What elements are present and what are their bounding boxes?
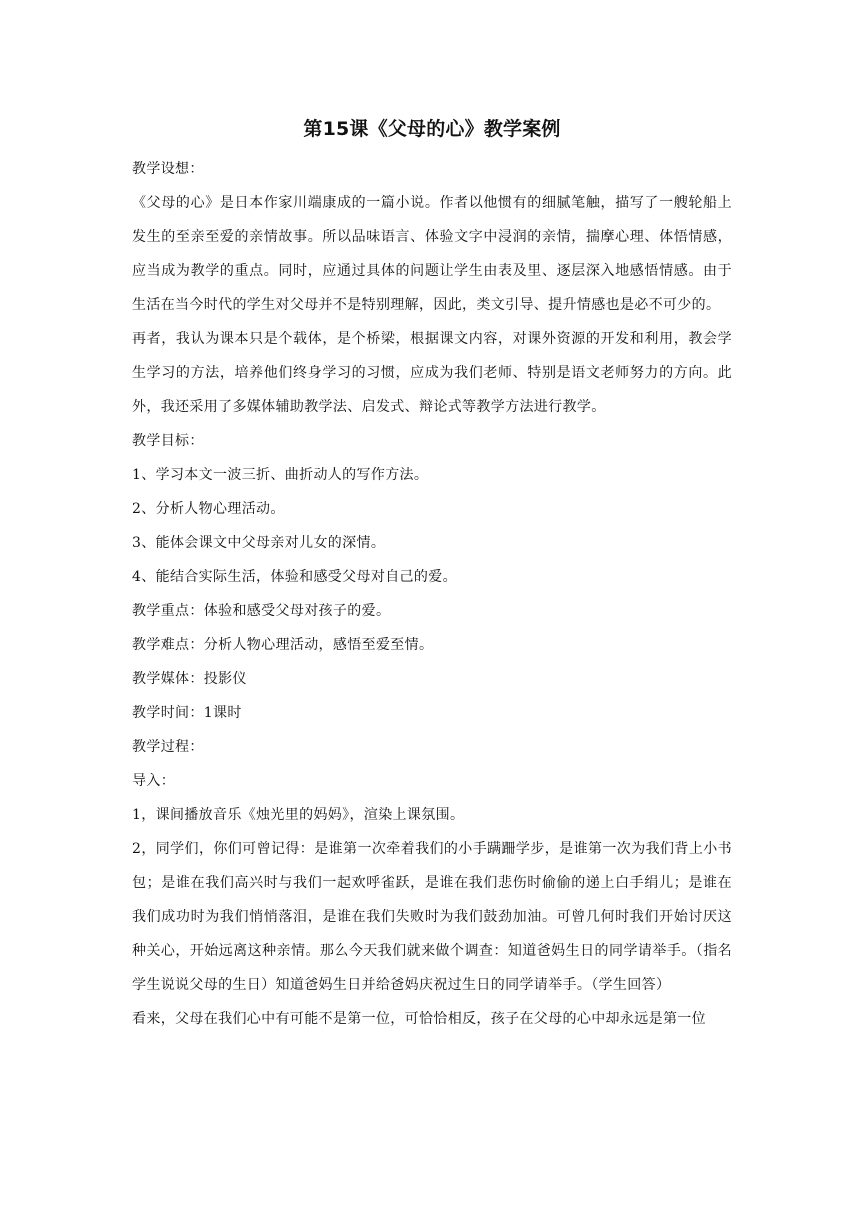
- process-step-1: 1，课间播放音乐《烛光里的妈妈》，渲染上课氛围。: [132, 807, 465, 823]
- document-body: [132, 152, 732, 1036]
- teaching-time: 教学时间：1课时: [132, 705, 242, 721]
- paragraph-conclusion: 看来，父母在我们心中有可能不是第一位，可恰恰相反，孩子在父母的心中却永远是第一位: [132, 1011, 706, 1027]
- teaching-difficulty: 教学难点：分析人物心理活动，感悟至爱至情。: [132, 637, 434, 653]
- teaching-media: 教学媒体：投影仪: [132, 671, 247, 687]
- subheading-introduction: 导入：: [132, 773, 176, 789]
- goal-item-1: 1、学习本文一波三折、曲折动人的写作方法。: [132, 467, 429, 483]
- process-step-2: 2，同学们，你们可曾记得：是谁第一次牵着我们的小手蹒跚学步，是谁第一次为我们背上小书包；是谁在我们高兴时与我们一起欢呼雀跃，是谁在我们悲伤时偷偷的递上白手绢儿；是谁在我们成功时为我们悄悄落泪，是谁在我们失败时为我们鼓劲加油。可曾几何时我们开始讨厌这种关心，开始远离这种亲情。那么今天我们就来做个调查：知道爸妈生日的同学请举手。（指名学生说说父母的生日）知道爸妈生日并给爸妈庆祝过生日的同学请举手。（学生回答）: [132, 841, 732, 993]
- section-heading-teaching-goals: 教学目标：: [132, 433, 204, 449]
- paragraph-intro: 《父母的心》是日本作家川端康成的一篇小说。作者以他惯有的细腻笔触，描写了一艘轮船上发生的至亲至爱的亲情故事。所以品味语言、体验文字中浸润的亲情，揣摩心理、体悟情感，应当成为教学的重点。同时，应通过具体的问题让学生由表及里、逐层深入地感悟情感。由于生活在当今时代的学生对父母并不是特别理解，因此，类文引导、提升情感也是必不可少的。: [132, 195, 732, 313]
- teaching-key-point: 教学重点：体验和感受父母对孩子的爱。: [132, 603, 391, 619]
- document-title: 第15课《父母的心》教学案例: [303, 118, 561, 140]
- goal-item-2: 2、分析人物心理活动。: [132, 501, 285, 517]
- section-heading-teaching-process: 教学过程：: [132, 739, 204, 755]
- paragraph-approach: 再者，我认为课本只是个载体，是个桥梁，根据课文内容，对课外资源的开发和利用，教会学生学习的方法，培养他们终身学习的习惯，应成为我们老师、特别是语文老师努力的方向。此外，我还采用了多媒体辅助教学法、启发式、辩论式等教学方法进行教学。: [132, 331, 732, 415]
- goal-item-3: 3、能体会课文中父母亲对儿女的深情。: [132, 535, 386, 551]
- document-content: [132, 112, 732, 1036]
- goal-item-4: 4、能结合实际生活，体验和感受父母对自己的爱。: [132, 569, 457, 585]
- section-heading-teaching-concept: 教学设想：: [132, 161, 204, 177]
